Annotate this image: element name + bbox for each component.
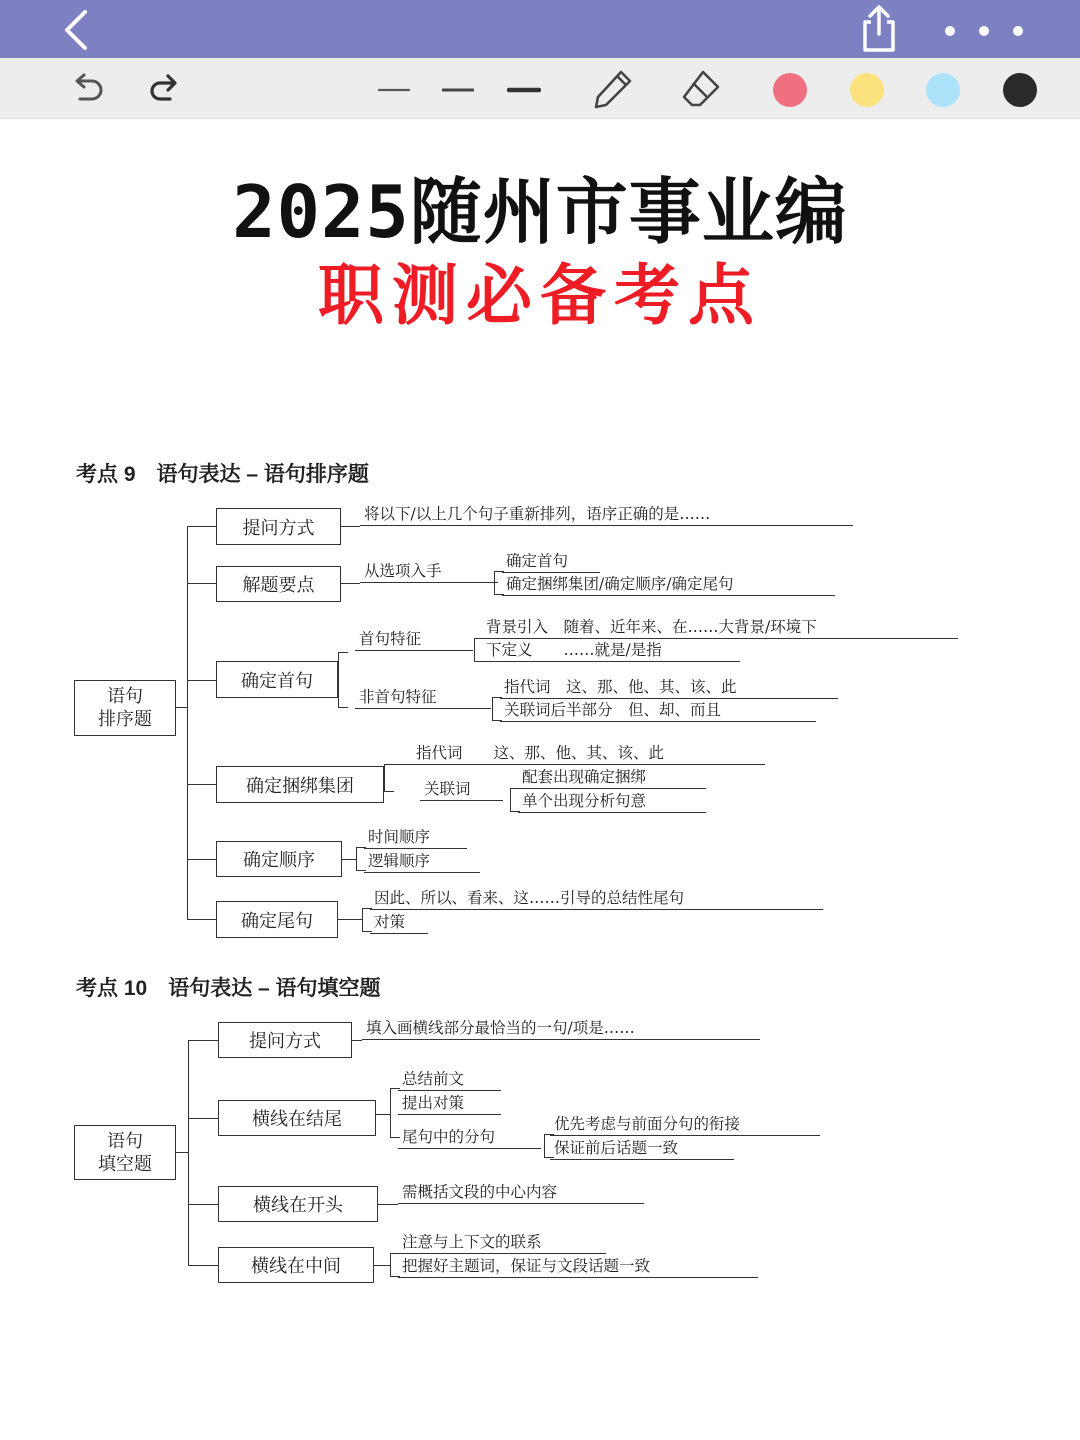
node-blank-at-end: 横线在结尾: [218, 1100, 376, 1136]
undo-button[interactable]: [64, 66, 112, 112]
color-swatch-black[interactable]: [1003, 73, 1037, 107]
node-question-format-10: 提问方式: [218, 1022, 352, 1058]
leaf-demonstratives-2: 指代词 这、那、他、其、该、此: [412, 743, 765, 765]
node-blank-at-start: 横线在开头: [218, 1186, 378, 1222]
connector: [378, 1204, 398, 1205]
root-line-2: 填空题: [98, 1153, 152, 1175]
stroke-thick-icon: [507, 86, 541, 94]
leaf-summarize-previous: 总结前文: [398, 1069, 501, 1091]
leaf-logic-order: 逻辑顺序: [364, 851, 480, 873]
leaf-first-sentence: 确定首句: [502, 551, 600, 573]
leaf-time-order: 时间顺序: [364, 827, 467, 849]
top-app-bar: [0, 0, 1080, 58]
leaf-single-meaning: 单个出现分析句意: [518, 791, 706, 813]
bracket: [338, 652, 348, 708]
connector: [394, 764, 412, 765]
redo-button[interactable]: [140, 66, 188, 112]
leaf-demonstratives: 指代词 这、那、他、其、该、此: [500, 677, 838, 699]
node-solving-points: 解题要点: [216, 566, 341, 602]
connector: [374, 1265, 390, 1266]
leaf-from-options: 从选项入手: [360, 561, 498, 583]
node-blank-in-middle: 横线在中间: [218, 1247, 374, 1283]
connector: [188, 1265, 218, 1266]
redo-icon: [146, 71, 182, 107]
leaf-question-format-text: 将以下/以上几个句子重新排列，语序正确的是……: [360, 504, 853, 526]
leaf-summarize-center: 需概括文段的中心内容: [398, 1182, 644, 1204]
leaf-topic-consistent: 保证前后话题一致: [550, 1138, 734, 1160]
leaf-non-first-features: 非首句特征: [355, 687, 491, 709]
share-icon: [859, 4, 899, 54]
leaf-background-intro: 背景引入 随着、近年来、在……大背景/环境下: [482, 617, 958, 639]
node-determine-first-sentence: 确定首句: [216, 661, 338, 698]
connector: [341, 583, 360, 584]
leaf-countermeasure: 对策: [370, 912, 428, 934]
pen-tool-button[interactable]: [588, 64, 638, 114]
connector: [188, 1040, 218, 1041]
connector: [187, 859, 216, 860]
connector: [187, 526, 216, 527]
root-line-1: 语句: [107, 686, 143, 707]
connector: [352, 1040, 362, 1041]
root-line-1: 语句: [107, 1130, 143, 1152]
leaf-fill-blank-question: 填入画横线部分最恰当的一句/项是……: [362, 1018, 760, 1040]
color-swatch-yellow[interactable]: [850, 73, 884, 107]
connector: [187, 583, 216, 584]
connector: [176, 707, 187, 708]
connector: [187, 784, 216, 785]
bracket: [384, 764, 394, 792]
root-line-2: 排序题: [98, 709, 152, 730]
leaf-link-previous-clause: 优先考虑与前面分句的衔接: [550, 1114, 820, 1136]
eraser-tool-button[interactable]: [676, 64, 726, 114]
undo-icon: [70, 71, 106, 107]
leaf-context-connection: 注意与上下文的联系: [398, 1232, 606, 1254]
section-10-heading: 考点 10 语句表达 – 语句填空题: [76, 977, 381, 1000]
more-options-button[interactable]: [934, 14, 1030, 48]
back-chevron-icon: [61, 9, 91, 51]
stroke-thin-icon: [378, 87, 410, 93]
back-button[interactable]: [52, 6, 100, 54]
section-9-root-node: [74, 680, 176, 736]
stroke-medium-icon: [442, 87, 474, 93]
connector: [187, 680, 216, 681]
connector: [188, 1204, 218, 1205]
more-dots-icon: [937, 21, 1027, 41]
color-swatch-pink[interactable]: [773, 73, 807, 107]
leaf-determine-group: 确定捆绑集团/确定顺序/确定尾句: [502, 574, 835, 596]
connector: [176, 1152, 188, 1153]
leaf-definition: 下定义 ……就是/是指: [482, 640, 740, 662]
pen-icon: [591, 67, 635, 111]
leaf-grasp-keyword: 把握好主题词，保证与文段话题一致: [398, 1256, 758, 1278]
leaf-paired-binding: 配套出现确定捆绑: [518, 767, 706, 789]
section-10-root-node: [74, 1125, 176, 1180]
share-button[interactable]: [852, 2, 906, 56]
node-question-format: 提问方式: [216, 508, 341, 545]
connector: [341, 526, 360, 527]
leaf-first-sentence-features: 首句特征: [355, 629, 473, 651]
connector: [376, 1114, 390, 1115]
node-determine-order: 确定顺序: [216, 841, 342, 877]
leaf-conjunctions: 关联词: [420, 779, 503, 801]
stroke-thick-button[interactable]: [502, 72, 546, 108]
connector: [187, 919, 216, 920]
connector: [187, 526, 188, 919]
connector: [338, 919, 362, 920]
document-subtitle: 职测必备考点: [318, 256, 762, 334]
connector: [188, 1118, 218, 1119]
eraser-icon: [679, 67, 723, 111]
connector: [188, 1040, 189, 1265]
leaf-propose-countermeasure: 提出对策: [398, 1093, 501, 1115]
section-9-heading: 考点 9 语句表达 – 语句排序题: [76, 463, 369, 486]
stroke-thin-button[interactable]: [372, 72, 416, 108]
document-title: 2025随州市事业编: [232, 170, 848, 254]
node-determine-last-sentence: 确定尾句: [216, 901, 338, 938]
leaf-summary-ending: 因此、所以、看来、这……引导的总结性尾句: [370, 888, 823, 910]
node-determine-bundle: 确定捆绑集团: [216, 766, 384, 803]
leaf-clause-in-last-sentence: 尾句中的分句: [398, 1127, 541, 1149]
stroke-medium-button[interactable]: [436, 72, 480, 108]
color-swatch-blue[interactable]: [926, 73, 960, 107]
leaf-conjunction-second-half: 关联词后半部分 但、却、而且: [500, 700, 816, 722]
connector: [342, 859, 356, 860]
